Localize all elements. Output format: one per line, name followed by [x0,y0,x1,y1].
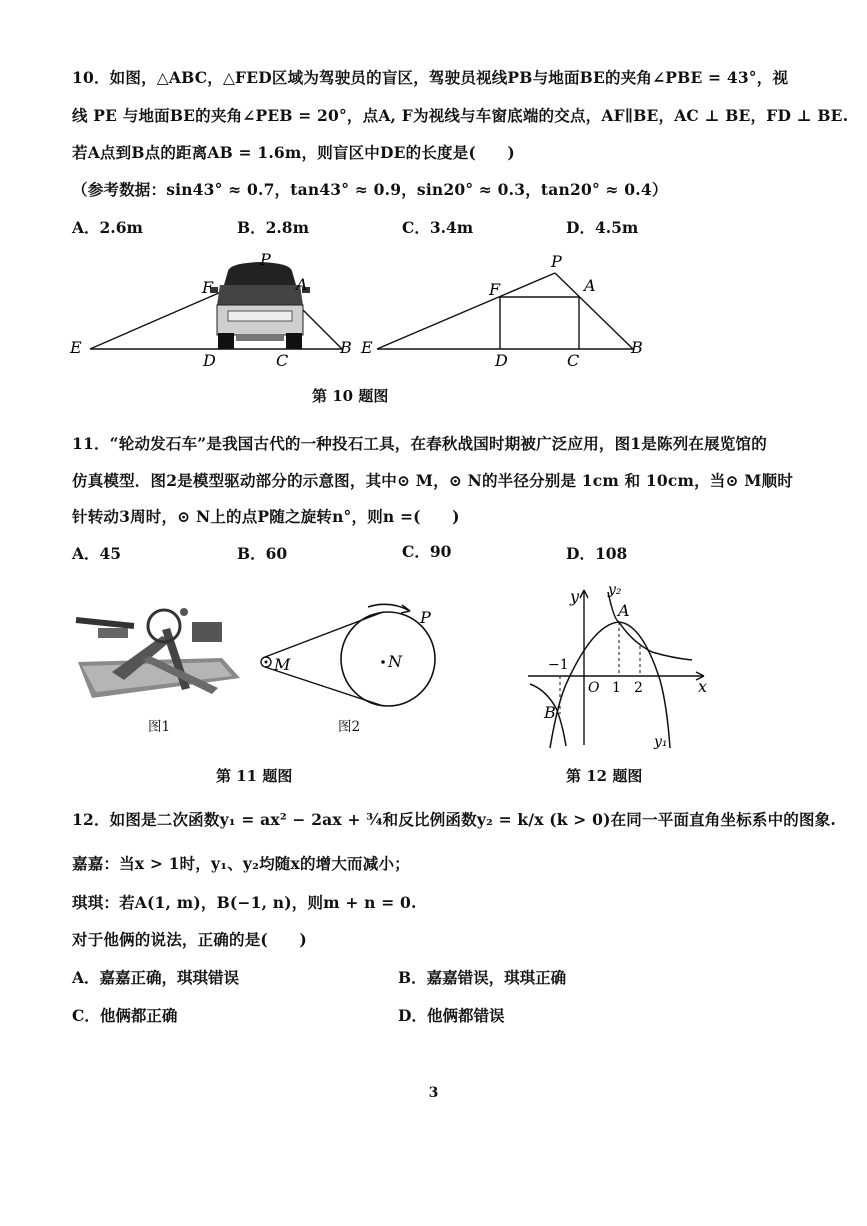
q12-curve-label-y2: y₂ [608,582,622,598]
q10-geo-label-c: C [567,351,580,370]
q11-catapult-model-image [72,600,242,710]
q10-option-a: A．2.6m [72,218,143,237]
q10-car-label-p: P [260,250,271,269]
q11-option-b: B．60 [237,544,288,563]
q12-function-graph [522,580,712,750]
q11-option-a: A．45 [72,544,122,563]
q12-qiqi-statement: 琪琪：若A(1, m)，B(−1, n)，则m + n = 0. [72,893,417,912]
q10-geo-label-f: F [489,280,501,299]
q10-car-label-d: D [203,351,216,370]
q12-figure-caption: 第 12 题图 [566,767,643,785]
q12-axis-label-x: x [698,677,708,696]
q10-figure-caption: 第 10 题图 [312,387,389,405]
q12-axis-label-y: y [570,587,580,606]
q12-curve-label-y1: y₁ [654,734,668,750]
q11-text-line3: 针转动3周时，⊙ N上的点P随之旋转n°，则n =( ) [72,507,460,526]
q10-car-label-c: C [276,351,289,370]
q11-label-m: M [274,655,291,674]
q11-label-p: P [420,608,431,627]
q10-reference-data: （参考数据：sin43° ≈ 0.7，tan43° ≈ 0.9，sin20° ≈ 0.3，tan20° ≈ 0.4） [72,180,668,199]
q12-tick-label-2: 2 [634,680,643,696]
q10-geometry-figure [355,245,655,370]
q10-geo-label-b: B [631,338,643,357]
car-icon [210,262,310,349]
q12-tick-label-neg1: −1 [548,657,569,673]
q10-option-b: B．2.8m [237,218,309,237]
page-number: 3 [428,1085,439,1101]
q11-option-d: D．108 [566,544,628,563]
q11-fig2-caption: 图2 [338,719,361,735]
q12-point-label-a: A [618,601,630,620]
q10-car-label-f: F [202,278,214,297]
q12-text-line1: 12．如图是二次函数y₁ = ax² − 2ax + ¾和反比例函数y₂ = k/x (k > 0)在同一平面直角坐标系中的图象. [72,810,836,829]
q12-option-b: B．嘉嘉错误，琪琪正确 [398,968,567,987]
q10-geo-label-p: P [551,252,562,271]
q11-label-n: N [388,652,402,671]
q10-option-c: C．3.4m [402,218,474,237]
q10-geo-label-e: E [361,338,373,357]
q12-option-d: D．他俩都错误 [398,1006,505,1025]
q12-point-label-b: B [544,703,556,722]
q10-text-line1: 10．如图，△ABC，△FED区域为驾驶员的盲区，驾驶员视线PB与地面BE的夹角∠PBE = 43°，视 [72,68,789,87]
q11-option-c: C．90 [402,542,452,561]
q10-geo-label-d: D [495,351,508,370]
q11-text-line1: 11．“轮动发石车”是我国古代的一种投石工具，在春秋战国时期被广泛应用，图1是陈列在展览馆的 [72,434,767,453]
q11-fig1-caption: 图1 [148,719,171,735]
q10-car-label-b: B [340,338,352,357]
q10-geo-label-a: A [584,276,596,295]
q10-car-label-a: A [296,275,308,294]
q12-question-prompt: 对于他俩的说法，正确的是( ) [72,930,307,949]
q11-figure-caption: 第 11 题图 [216,767,293,785]
q12-option-c: C．他俩都正确 [72,1006,178,1025]
q11-text-line2: 仿真模型．图2是模型驱动部分的示意图，其中⊙ M，⊙ N的半径分别是 1cm 和 10cm，当⊙ M顺时 [72,471,794,490]
q10-option-d: D．4.5m [566,218,639,237]
q12-origin-label: O [588,680,600,696]
q10-car-figure [60,245,360,370]
q10-text-line3: 若A点到B点的距离AB = 1.6m，则盲区中DE的长度是( ) [72,143,515,162]
q12-option-a: A．嘉嘉正确，琪琪错误 [72,968,240,987]
q12-jiajia-statement: 嘉嘉：当x > 1时，y₁、y₂均随x的增大而减小； [72,854,410,873]
q12-tick-label-1: 1 [612,680,621,696]
q10-text-line2: 线 PE 与地面BE的夹角∠PEB = 20°，点A, F为视线与车窗底端的交点，AF∥BE，AC ⊥ BE，FD ⊥ BE. [72,106,849,125]
q11-belt-drive-diagram [250,595,450,715]
q10-car-label-e: E [70,338,82,357]
